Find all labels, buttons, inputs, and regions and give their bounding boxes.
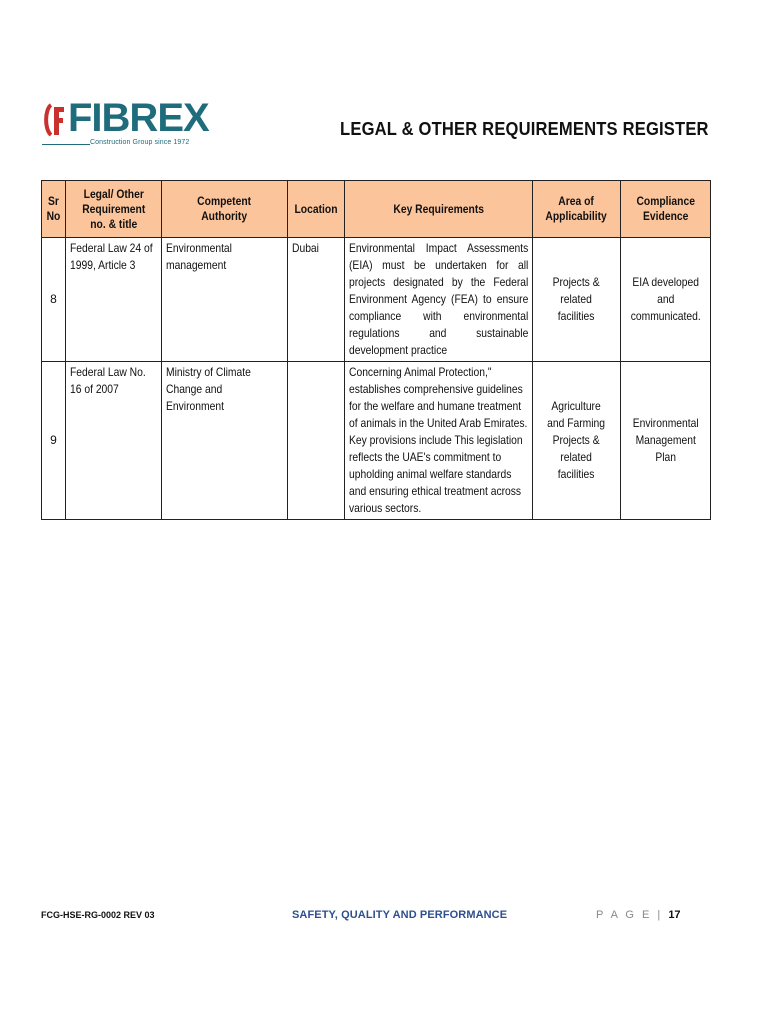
- location-cell: [287, 362, 344, 520]
- key-requirements-cell: Concerning Animal Protection," establishes comprehensive guidelines for the welfare and humane treatment of animals in the United Arab Emirates. Key provisions include This legislation reflects the UAE's commitment to upholding animal welfare standards and ensuring ethical treatment across various sectors.: [344, 362, 533, 520]
- company-logo: [42, 96, 209, 151]
- requirement-cell: Federal Law 24 of 1999, Article 3: [65, 238, 161, 362]
- page-label: P A G E |: [596, 909, 663, 921]
- document-title: LEGAL & OTHER REQUIREMENTS REGISTER: [340, 119, 709, 139]
- evidence-cell: EIA developed and communicated.: [620, 238, 710, 362]
- logo-wordmark: FIBREX: [68, 96, 209, 140]
- area-cell: Projects & related facilities: [533, 238, 620, 362]
- authority-cell: Environmental management: [162, 238, 287, 362]
- location-cell: Dubai: [287, 238, 344, 362]
- column-header: Location: [287, 181, 344, 238]
- column-header: Legal/ Other Requirement no. & title: [65, 181, 161, 238]
- column-header: Competent Authority: [162, 181, 287, 238]
- document-code: FCG-HSE-RG-0002 REV 03: [41, 910, 155, 920]
- authority-cell: Ministry of Climate Change and Environment: [162, 362, 287, 520]
- requirements-table: [41, 180, 711, 520]
- area-cell: Agriculture and Farming Projects & related facilities: [533, 362, 620, 520]
- page-indicator: [596, 909, 681, 921]
- table-row: [42, 238, 711, 362]
- logo-tagline: Construction Group since 1972: [90, 139, 190, 146]
- column-header: Key Requirements: [344, 181, 533, 238]
- fibrex-logo-mark-icon: [42, 101, 66, 139]
- column-header: Sr No: [42, 181, 66, 238]
- column-header: Area of Applicability: [533, 181, 620, 238]
- key-requirements-cell: Environmental Impact Assessments (EIA) must be undertaken for all projects designated by the Federal Environment Agency (FEA) to ensure compliance with environmental regulations and sustainable development practice: [344, 238, 533, 362]
- table-row: [42, 362, 711, 520]
- evidence-cell: Environmental Management Plan: [620, 362, 710, 520]
- sr-no-cell: 8: [42, 238, 66, 362]
- footer-slogan: SAFETY, QUALITY AND PERFORMANCE: [292, 909, 508, 921]
- page-number: 17: [668, 909, 681, 921]
- table-header-row: [42, 181, 711, 238]
- column-header: Compliance Evidence: [620, 181, 710, 238]
- sr-no-cell: 9: [42, 362, 66, 520]
- logo-rule: [42, 144, 90, 145]
- requirement-cell: Federal Law No. 16 of 2007: [65, 362, 161, 520]
